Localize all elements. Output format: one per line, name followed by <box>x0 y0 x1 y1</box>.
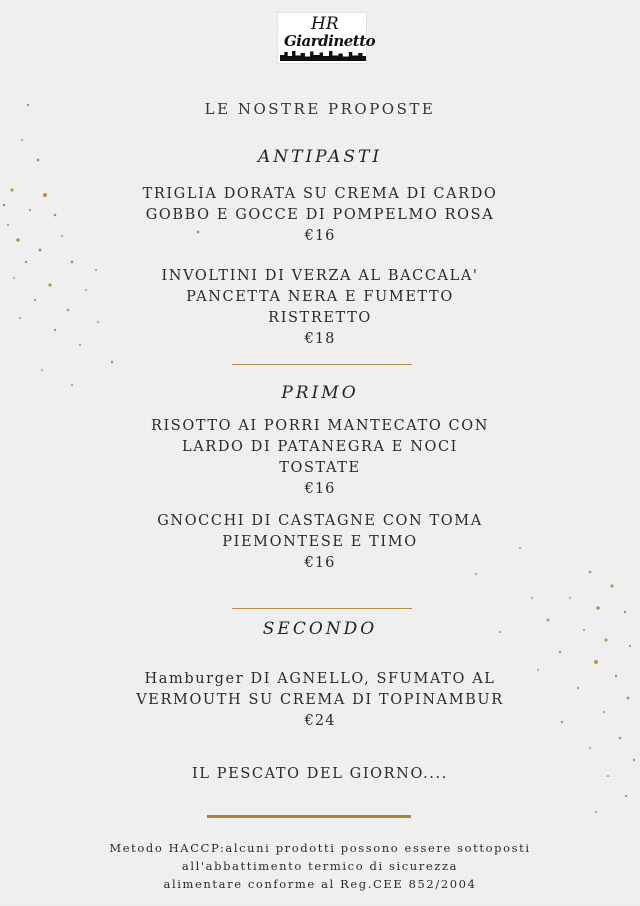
dish-risotto <box>0 416 640 500</box>
dish-line: Hamburger DI AGNELLO, SFUMATO AL <box>144 671 496 687</box>
dish-line: LARDO DI PATANEGRA E NOCI <box>182 439 458 455</box>
dish-triglia <box>0 184 640 247</box>
dish-line: TOSTATE <box>279 460 361 476</box>
dish-line: RISOTTO AI PORRI MANTECATO CON <box>150 418 490 434</box>
dish-hamburger <box>0 669 640 732</box>
footer-line: Metodo HACCP:alcuni prodotti possono essere sottoposti <box>109 841 531 855</box>
logo-skyline-graphic <box>280 51 366 61</box>
footer-line: all'abbattimento termico di sicurezza <box>181 859 459 873</box>
logo-initials: HR <box>311 14 339 34</box>
section-title-antipasti: ANTIPASTI <box>257 147 383 167</box>
dish-price: €16 <box>304 555 336 571</box>
dish-line: VERMOUTH SU CREMA DI TOPINAMBUR <box>136 692 504 708</box>
footer-line: alimentare conforme al Reg.CEE 852/2004 <box>163 877 477 891</box>
dish-price: €16 <box>304 228 336 244</box>
dish-line: PIEMONTESE E TIMO <box>222 534 418 550</box>
dish-gnocchi <box>0 511 640 574</box>
restaurant-logo <box>277 12 376 64</box>
dish-line: GOBBO E GOCCE DI POMPELMO ROSA <box>145 207 495 223</box>
section-title-primo: PRIMO <box>281 383 359 403</box>
daily-catch: IL PESCATO DEL GIORNO.... <box>192 766 448 782</box>
section-divider <box>232 364 412 365</box>
dish-line: TRIGLIA DORATA SU CREMA DI CARDO <box>142 186 498 202</box>
menu-header: LE NOSTRE PROPOSTE <box>204 100 436 118</box>
dish-line: INVOLTINI DI VERZA AL BACCALA' <box>161 268 479 284</box>
dish-line: GNOCCHI DI CASTAGNE CON TOMA <box>157 513 483 529</box>
section-title-secondo: SECONDO <box>262 619 378 639</box>
haccp-notice <box>0 839 640 893</box>
footer-divider <box>207 815 411 818</box>
logo-wordmark: Giardinetto <box>284 32 376 50</box>
dish-price: €18 <box>304 331 336 347</box>
dish-line: RISTRETTO <box>268 310 372 326</box>
dish-line: PANCETTA NERA E FUMETTO <box>186 289 454 305</box>
dish-involtini <box>0 266 640 350</box>
dish-price: €16 <box>304 481 336 497</box>
section-divider <box>232 608 412 609</box>
dish-price: €24 <box>304 713 336 729</box>
